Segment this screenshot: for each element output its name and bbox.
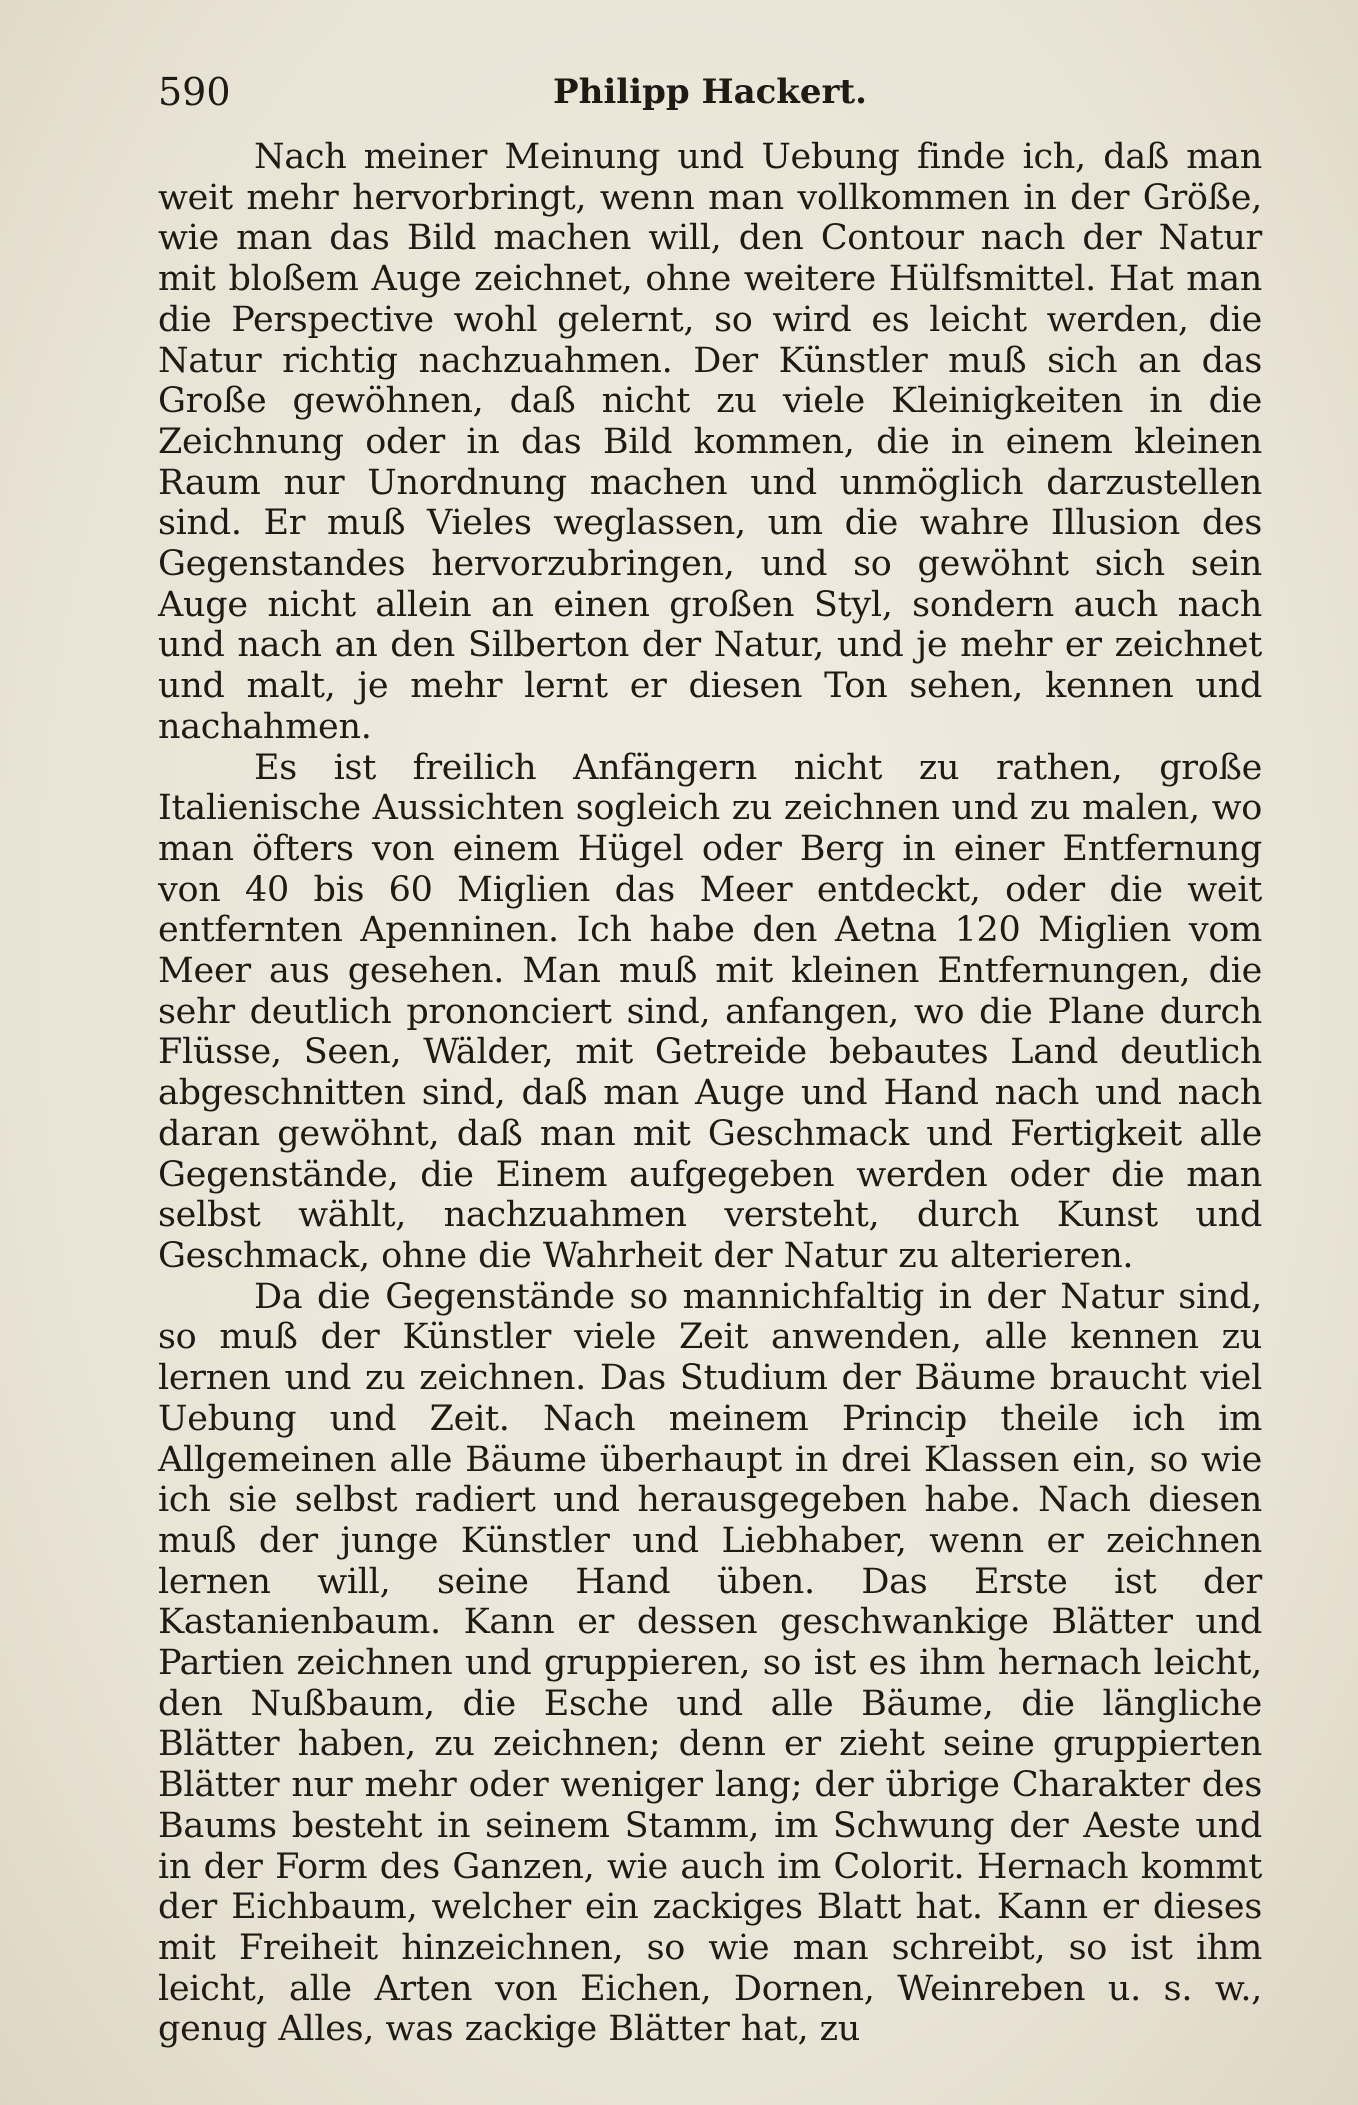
paragraph-2: Es ist freilich Anfängern nicht zu rathen, große Italienische Aussichten sogleich zu zeichnen und zu malen, wo man öfters von einem Hügel oder Berg in einer Entfernung von 40 bis 60 Miglien das Meer entdeckt, oder die weit entfernten Apenninen. Ich habe den Aetna 120 Miglien vom Meer aus gesehen. Man muß mit kleinen Entfernungen, die sehr deutlich prononciert sind, anfangen, wo die Plane durch Flüsse, Seen, Wälder, mit Getreide bebautes Land deutlich abgeschnitten sind, daß man Auge und Hand nach und nach daran gewöhnt, daß man mit Geschmack und Fertigkeit alle Gegenstände, die Einem aufgegeben werden oder die man selbst wählt, nachzuahmen versteht, durch Kunst und Geschmack, ohne die Wahrheit der Natur zu alterieren. <box>158 747 1262 1276</box>
page-body <box>158 137 1262 2050</box>
paragraph-1: Nach meiner Meinung und Uebung finde ich, daß man weit mehr hervorbringt, wenn man vollkommen in der Größe, wie man das Bild machen will, den Contour nach der Natur mit bloßem Auge zeichnet, ohne weitere Hülfsmittel. Hat man die Perspective wohl gelernt, so wird es leicht werden, die Natur richtig nachzuahmen. Der Künstler muß sich an das Große gewöhnen, daß nicht zu viele Kleinigkeiten in die Zeichnung oder in das Bild kommen, die in einem kleinen Raum nur Unordnung machen und unmöglich darzustellen sind. Er muß Vieles weglassen, um die wahre Illusion des Gegenstandes hervorzubringen, und so gewöhnt sich sein Auge nicht allein an einen großen Styl, sondern auch nach und nach an den Silberton der Natur, und je mehr er zeichnet und malt, je mehr lernt er diesen Ton sehen, kennen und nachahmen. <box>158 137 1262 747</box>
page-number: 590 <box>158 70 231 114</box>
running-head: Philipp Hackert. <box>553 72 867 112</box>
page-header <box>158 62 1262 122</box>
paragraph-3: Da die Gegenstände so mannichfaltig in der Natur sind, so muß der Künstler viele Zeit anwenden, alle kennen zu lernen und zu zeichnen. Das Studium der Bäume braucht viel Uebung und Zeit. Nach meinem Princip theile ich im Allgemeinen alle Bäume überhaupt in drei Klassen ein, so wie ich sie selbst radiert und herausgegeben habe. Nach diesen muß der junge Künstler und Liebhaber, wenn er zeichnen lernen will, seine Hand üben. Das Erste ist der Kastanienbaum. Kann er dessen geschwankige Blätter und Partien zeichnen und gruppieren, so ist es ihm hernach leicht, den Nußbaum, die Esche und alle Bäume, die längliche Blätter haben, zu zeichnen; denn er zieht seine gruppierten Blätter nur mehr oder weniger lang; der übrige Charakter des Baums besteht in seinem Stamm, im Schwung der Aeste und in der Form des Ganzen, wie auch im Colorit. Hernach kommt der Eichbaum, welcher ein zackiges Blatt hat. Kann er dieses mit Freiheit hinzeichnen, so wie man schreibt, so ist ihm leicht, alle Arten von Eichen, Dornen, Weinreben u. s. w., genug Alles, was zackige Blätter hat, zu <box>158 1276 1262 2050</box>
